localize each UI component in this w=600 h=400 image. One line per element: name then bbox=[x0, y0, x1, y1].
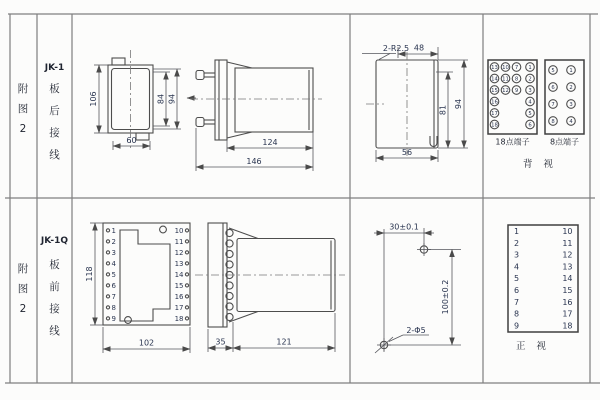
mounting-screw bbox=[196, 71, 215, 80]
dim-100: 100±0.2 bbox=[441, 279, 450, 315]
dim-94-cutout: 94 bbox=[454, 98, 463, 110]
jk1-front-view bbox=[89, 50, 196, 150]
terminal-label: 7 bbox=[111, 293, 116, 301]
row1-figure-label bbox=[18, 82, 29, 135]
terminal-label: 17 bbox=[174, 304, 184, 312]
terminal-number: 5 bbox=[528, 110, 532, 117]
dim-146: 146 bbox=[246, 157, 262, 166]
table-cell: 1 bbox=[514, 227, 520, 236]
fig-char: 图 bbox=[17, 283, 29, 295]
terminal-label: 10 bbox=[174, 227, 184, 235]
terminal-number: 15 bbox=[491, 87, 498, 94]
back-view-label: 背 视 bbox=[522, 159, 558, 170]
front-view-label: 正 视 bbox=[515, 341, 551, 352]
terminal-label: 16 bbox=[174, 293, 184, 301]
terminal-label: 8 bbox=[111, 304, 116, 312]
wiring-char: 板 bbox=[49, 259, 60, 271]
terminal-number: 17 bbox=[491, 110, 498, 117]
jk1-panel-cutout bbox=[362, 44, 468, 163]
terminal-number: 3 bbox=[528, 87, 532, 94]
wiring-char: 线 bbox=[49, 325, 60, 337]
wiring-char: 线 bbox=[49, 149, 60, 161]
terminal-label: 9 bbox=[111, 315, 116, 323]
terminal-number: 6 bbox=[528, 122, 532, 129]
table-cell: 12 bbox=[562, 250, 573, 260]
model-name: JK-1Q bbox=[40, 236, 69, 246]
terminal-number: 7 bbox=[514, 64, 519, 71]
row1-model-label bbox=[44, 63, 65, 161]
terminal-number: 3 bbox=[569, 101, 573, 108]
table-cell: 18 bbox=[562, 321, 573, 331]
hole-callout: 2-Φ5 bbox=[406, 326, 426, 335]
terminal-number: 18 bbox=[491, 122, 498, 129]
dim-30: 30±0.1 bbox=[389, 222, 419, 232]
table-grid bbox=[5, 14, 600, 383]
terminal-label: 13 bbox=[174, 260, 184, 268]
jk1q-side-view bbox=[195, 223, 345, 352]
table-cell: 5 bbox=[514, 274, 520, 284]
terminal-number: 10 bbox=[502, 64, 509, 71]
terminal-number: 2 bbox=[528, 76, 532, 83]
fig-char: 2 bbox=[19, 123, 27, 135]
table-cell: 10 bbox=[562, 227, 573, 236]
terminal-number: 11 bbox=[502, 76, 509, 83]
terminal-number: 9 bbox=[514, 87, 519, 94]
terminal-block-8-label: 8点端子 bbox=[549, 137, 580, 147]
terminal-number: 2 bbox=[569, 84, 573, 91]
mounting-screw bbox=[196, 118, 215, 127]
terminal-number: 8 bbox=[551, 118, 555, 125]
dim-118: 118 bbox=[85, 266, 94, 282]
radius-callout: 2-R2.5 bbox=[382, 44, 410, 53]
dim-60: 60 bbox=[126, 136, 137, 145]
dim-48: 48 bbox=[413, 43, 425, 53]
table-cell: 2 bbox=[514, 238, 520, 248]
terminal-number: 7 bbox=[551, 101, 555, 108]
wiring-char: 接 bbox=[49, 127, 60, 139]
terminal-block-18 bbox=[488, 60, 537, 147]
table-cell: 14 bbox=[562, 274, 573, 284]
table-cell: 17 bbox=[562, 309, 573, 319]
table-cell: 11 bbox=[562, 238, 573, 248]
terminal-label: 18 bbox=[174, 315, 184, 323]
terminal-table-front bbox=[508, 225, 578, 352]
table-cell: 3 bbox=[514, 250, 520, 260]
terminal-number: 13 bbox=[491, 64, 498, 71]
table-cell: 9 bbox=[514, 321, 520, 331]
dim-81: 81 bbox=[438, 104, 448, 116]
row2-model-label bbox=[40, 236, 69, 337]
dim-121: 121 bbox=[276, 337, 292, 347]
terminal-label: 14 bbox=[174, 271, 184, 279]
terminal-number: 8 bbox=[514, 76, 519, 83]
terminal-label: 12 bbox=[174, 249, 184, 257]
fig-char: 图 bbox=[17, 103, 29, 115]
terminal-number: 4 bbox=[569, 118, 573, 125]
terminal-label: 4 bbox=[111, 260, 116, 268]
wiring-char: 前 bbox=[49, 281, 60, 293]
dim-106: 106 bbox=[89, 91, 98, 107]
terminal-label: 15 bbox=[174, 282, 184, 290]
terminal-block-8 bbox=[545, 60, 584, 147]
terminal-number: 1 bbox=[569, 67, 573, 74]
table-cell: 16 bbox=[562, 297, 573, 307]
terminal-number: 5 bbox=[551, 67, 555, 74]
terminal-label: 11 bbox=[174, 238, 184, 246]
dim-56: 56 bbox=[401, 148, 413, 157]
jk1-side-view bbox=[190, 60, 322, 171]
table-cell: 8 bbox=[514, 309, 520, 319]
terminal-number: 4 bbox=[528, 99, 532, 106]
wiring-char: 板 bbox=[49, 83, 60, 95]
dim-84: 84 bbox=[156, 93, 166, 105]
table-cell: 13 bbox=[562, 262, 573, 272]
wiring-char: 接 bbox=[49, 303, 60, 315]
terminal-block-18-label: 18点端子 bbox=[495, 137, 530, 147]
terminal-label: 1 bbox=[111, 227, 116, 235]
terminal-number: 12 bbox=[502, 87, 509, 94]
fig-char: 2 bbox=[19, 303, 27, 315]
dim-124: 124 bbox=[262, 138, 278, 147]
dim-94: 94 bbox=[167, 93, 177, 105]
terminal-number: 14 bbox=[491, 76, 498, 83]
model-name: JK-1 bbox=[44, 63, 65, 73]
dim-35: 35 bbox=[215, 337, 226, 347]
table-cell: 6 bbox=[514, 286, 520, 295]
terminal-label: 6 bbox=[111, 282, 116, 290]
wiring-char: 后 bbox=[49, 105, 60, 117]
terminal-label: 2 bbox=[111, 238, 116, 246]
fig-char: 附 bbox=[17, 263, 29, 275]
terminal-number: 6 bbox=[551, 84, 555, 91]
row2-figure-label bbox=[18, 262, 29, 315]
table-cell: 4 bbox=[514, 262, 520, 272]
terminal-label: 3 bbox=[111, 249, 116, 257]
fig-char: 附 bbox=[17, 83, 29, 95]
dim-102: 102 bbox=[138, 338, 155, 348]
table-cell: 15 bbox=[562, 286, 573, 295]
jk1q-front-view bbox=[85, 223, 190, 353]
terminal-number: 1 bbox=[528, 64, 532, 71]
terminal-number: 16 bbox=[491, 99, 498, 106]
terminal-label: 5 bbox=[111, 271, 116, 279]
table-cell: 7 bbox=[514, 297, 520, 307]
jk1q-drilling-plan bbox=[374, 223, 461, 354]
